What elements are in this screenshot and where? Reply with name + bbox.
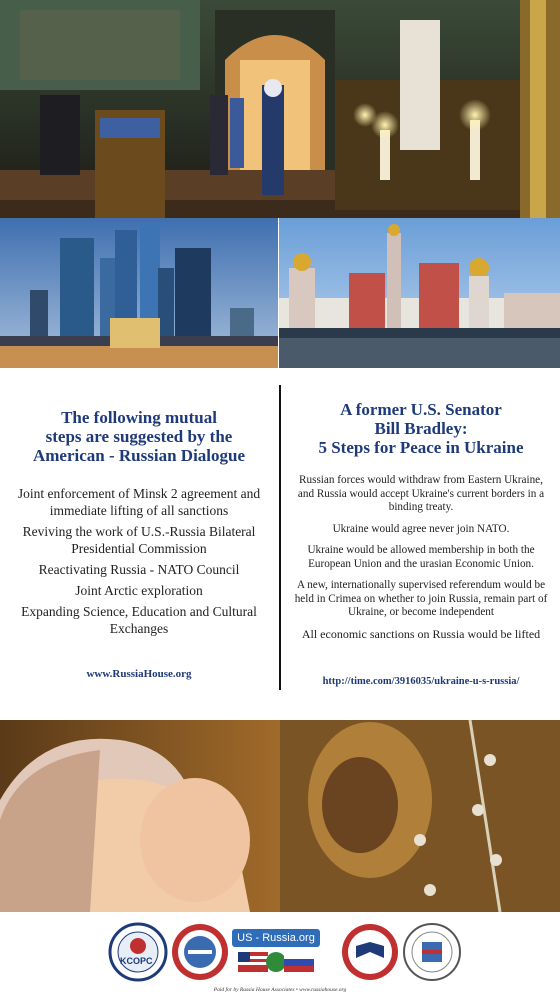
dialogue-step: Joint Arctic exploration	[75, 583, 203, 598]
book-seal-icon	[340, 922, 400, 982]
paid-for-notice: Paid for by Russia House Associates • www.russiahouse.org	[213, 987, 347, 993]
church-interior-photo	[0, 0, 560, 218]
dialogue-step: Joint enforcement of Minsk 2 agreement and immediate lifting of all sanctions	[17, 486, 261, 518]
dialogue-step: Reactivating Russia - NATO Council	[38, 562, 240, 577]
dialogue-step: Reviving the work of U.S.-Russia Bilateral Presidential Commission	[22, 524, 256, 556]
column-divider	[279, 385, 281, 690]
bradley-steps-list	[290, 474, 552, 649]
bradley-plan-panel	[282, 368, 560, 720]
dialogue-steps-panel	[0, 368, 278, 720]
us-russia-flags-icon	[238, 950, 314, 974]
monastery-photo	[279, 218, 560, 368]
bradley-step: Ukraine would be allowed membership in both the European Union and the urasian Economic Union.	[307, 544, 535, 570]
bradley-step: A new, internationally supervised referendum would be held in Crimea on whether to join Russia, remain part of Ukraine, or become independent	[294, 579, 548, 618]
bradley-heading	[292, 400, 550, 457]
dialogue-heading-line: steps are suggested by the	[45, 427, 233, 446]
girl-with-icon-photo	[0, 720, 560, 912]
time-article-link[interactable]: http://time.com/3916035/ukraine-u-s-russia/	[322, 676, 520, 687]
us-russia-org-badge: US - Russia.org	[232, 929, 320, 947]
dialogue-steps-list	[8, 485, 270, 641]
bradley-step: Ukraine would agree never join NATO.	[332, 522, 510, 535]
us-russia-seal-icon	[170, 922, 230, 982]
dialogue-heading-line: American - Russian Dialogue	[32, 446, 246, 465]
bradley-step: All economic sanctions on Russia would be lifted	[301, 626, 541, 641]
bradley-step: Russian forces would withdraw from Eastern Ukraine, and Russia would accept Ukraine's current borders in a binding treaty.	[297, 474, 545, 513]
bradley-heading-line: 5 Steps for Peace in Ukraine	[318, 438, 524, 457]
kcopc-label: KCOPC	[120, 956, 153, 966]
round-seal-icon	[402, 922, 462, 982]
moscow-city-photo	[0, 218, 278, 368]
kcopc-seal-icon	[108, 922, 168, 982]
russiahouse-website-link[interactable]: www.RussiaHouse.org	[86, 668, 192, 680]
dialogue-heading	[10, 408, 268, 465]
dialogue-heading-line: The following mutual	[61, 408, 217, 427]
bradley-heading-line: Bill Bradley:	[374, 419, 468, 438]
dialogue-step: Expanding Science, Education and Cultural Exchanges	[21, 604, 257, 636]
bradley-heading-line: A former U.S. Senator	[340, 400, 502, 419]
